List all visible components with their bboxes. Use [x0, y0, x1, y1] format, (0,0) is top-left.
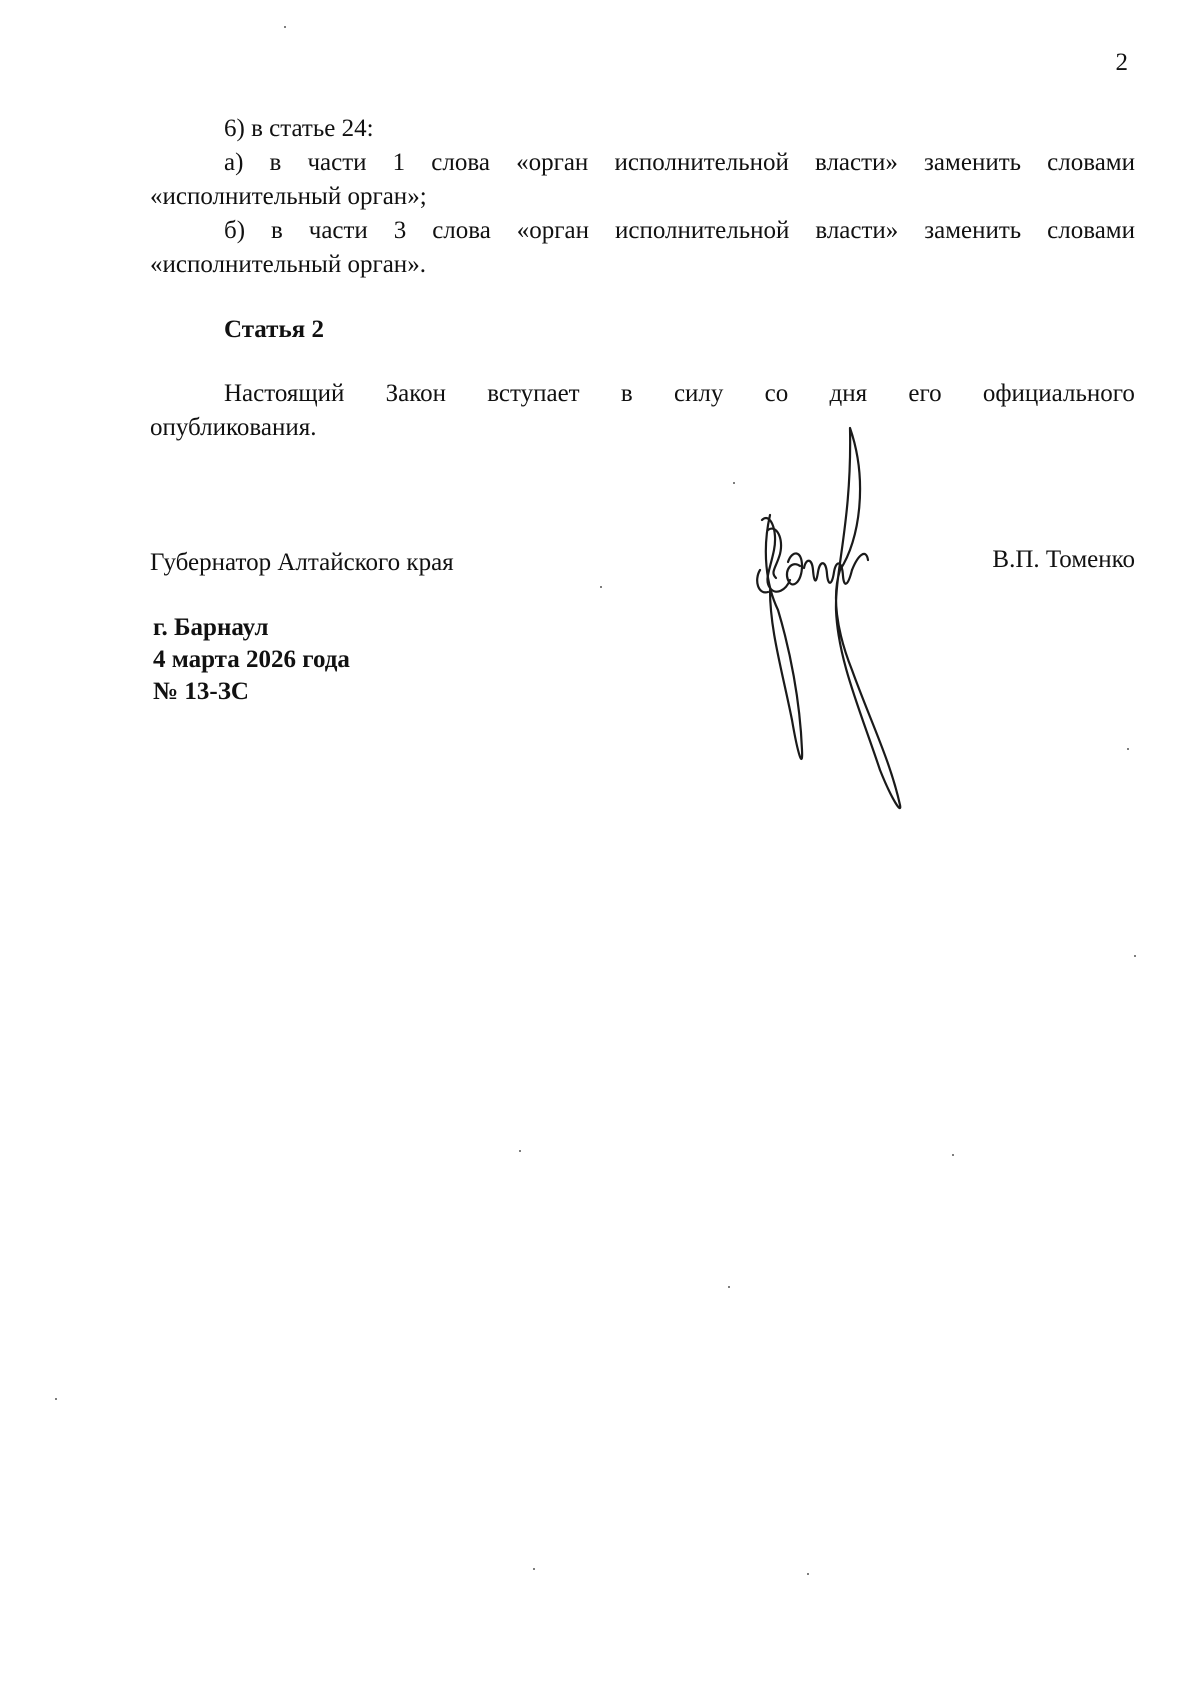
handwritten-signature: [740, 420, 930, 820]
article-2-line1: [150, 377, 1135, 411]
scan-speck: [733, 482, 735, 484]
scan-speck: [1134, 955, 1136, 957]
amendment-item-b-text: б) в части 3 слова «орган исполнительной власти» заменить словами: [224, 217, 1135, 244]
article-2-word: в: [620, 380, 633, 407]
scan-speck: [533, 1568, 535, 1570]
amendment-item-a-text: а) в части 1 слова «орган исполнительной власти» заменить словами: [224, 149, 1135, 176]
amendments-section: [150, 112, 1135, 282]
amendment-intro: 6) в статье 24:: [224, 115, 374, 142]
date: 4 марта 2026 года: [153, 646, 350, 673]
amendment-item-b-line2: «исполнительный орган».: [150, 251, 426, 278]
article-2-word: Закон: [385, 380, 447, 407]
amendment-item-a-line1: [150, 146, 1135, 180]
scan-speck: [519, 1150, 521, 1152]
article-2-word: силу: [673, 380, 724, 407]
city: г. Барнаул: [153, 614, 269, 641]
page-number: 2: [1115, 49, 1128, 76]
scan-speck: [55, 1398, 57, 1400]
scan-speck: [807, 1573, 809, 1575]
scan-speck: [952, 1154, 954, 1156]
scan-speck: [600, 586, 602, 588]
scan-speck: [1127, 748, 1129, 750]
law-number: № 13-ЗС: [153, 678, 249, 705]
governor-title: Губернатор Алтайского края: [150, 549, 454, 576]
article-2-word: дня: [829, 380, 868, 407]
article-2-word: вступает: [487, 380, 580, 407]
amendment-item-a-line2: «исполнительный орган»;: [150, 183, 427, 210]
scan-speck: [728, 1286, 730, 1288]
article-2-word: официального: [982, 380, 1135, 407]
governor-name: В.П. Томенко: [992, 546, 1135, 573]
place-date-block: [153, 612, 350, 708]
article-2-body: [150, 377, 1135, 445]
article-2-word: его: [908, 380, 942, 407]
article-2-word: Настоящий: [224, 380, 345, 407]
amendment-item-b-line1: [150, 214, 1135, 248]
article-2-heading: Статья 2: [224, 316, 324, 343]
scan-speck: [284, 26, 286, 28]
article-2-word: со: [764, 380, 789, 407]
article-2-line2: опубликования.: [150, 414, 317, 441]
